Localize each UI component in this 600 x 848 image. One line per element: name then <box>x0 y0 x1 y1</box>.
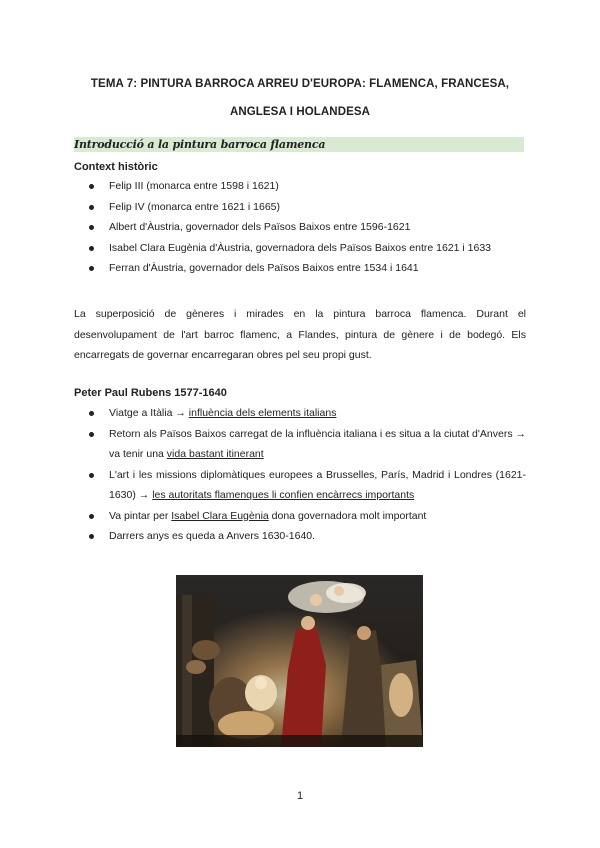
list-item: Isabel Clara Eugènia d'Àustria, governadora dels Països Baixos entre 1621 i 1633 <box>74 238 526 259</box>
bullet-icon <box>89 184 94 189</box>
bullet-icon <box>89 266 94 271</box>
bullet-icon <box>89 473 94 478</box>
bullet-icon <box>89 514 94 519</box>
rubens-heading: Peter Paul Rubens 1577-1640 <box>74 387 227 399</box>
bullet-icon <box>89 432 94 437</box>
document-title <box>60 70 540 126</box>
bullet-icon <box>89 411 94 416</box>
list-item: Felip III (monarca entre 1598 i 1621) <box>74 176 526 197</box>
page-number: 1 <box>296 790 304 802</box>
title-line-1: TEMA 7: PINTURA BARROCA ARREU D'EUROPA: FLAMENCA, FRANCESA, <box>90 78 510 90</box>
bullet-icon <box>89 534 94 539</box>
adoration-painting-image <box>176 575 423 747</box>
list-item: Albert d'Àustria, governador dels Països Baixos entre 1596-1621 <box>74 217 526 238</box>
bullet-icon <box>89 225 94 230</box>
section-heading: Introducció a la pintura barroca flamenca <box>74 138 326 151</box>
underlined-text: influència dels elements italians <box>188 407 337 419</box>
list-item: Ferran d'Àustria, governador dels Països Baixos entre 1534 i 1641 <box>74 258 526 279</box>
list-item: Retorn als Països Baixos carregat de la influència italiana i es situa a la ciutat d'Anvers → va tenir una vida bastant itinerant <box>74 424 526 465</box>
rubens-list <box>74 403 526 547</box>
list-item: Felip IV (monarca entre 1621 i 1665) <box>74 197 526 218</box>
bullet-icon <box>89 246 94 251</box>
section-heading-highlight <box>74 137 524 152</box>
underlined-text: les autoritats flamenques li confien encàrrecs importants <box>152 489 415 501</box>
list-item: Viatge a Itàlia → influència dels elements italians <box>74 403 526 424</box>
intro-paragraph: La superposició de gèneres i mirades en la pintura barroca flamenca. Durant el desenvolupament de l'art barroc flamenc, a Flandes, pintura de gènere i de bodegó. Els encarregats de governar encarregaran obres pel seu propi gust. <box>74 308 526 361</box>
context-list <box>74 176 526 279</box>
underlined-text: vida bastant itinerant <box>166 448 264 460</box>
context-heading: Context històric <box>74 161 158 173</box>
list-item: L'art i les missions diplomàtiques europees a Brusselles, París, Madrid i Londres (1621-1630) → les autoritats flamenques li confien encàrrecs importants <box>74 465 526 506</box>
bullet-icon <box>89 205 94 210</box>
list-item: Darrers anys es queda a Anvers 1630-1640. <box>74 526 526 547</box>
title-line-2: ANGLESA I HOLANDESA <box>229 106 371 118</box>
list-item: Va pintar per Isabel Clara Eugènia dona governadora molt important <box>74 506 526 527</box>
underlined-text: Isabel Clara Eugènia <box>171 509 269 522</box>
